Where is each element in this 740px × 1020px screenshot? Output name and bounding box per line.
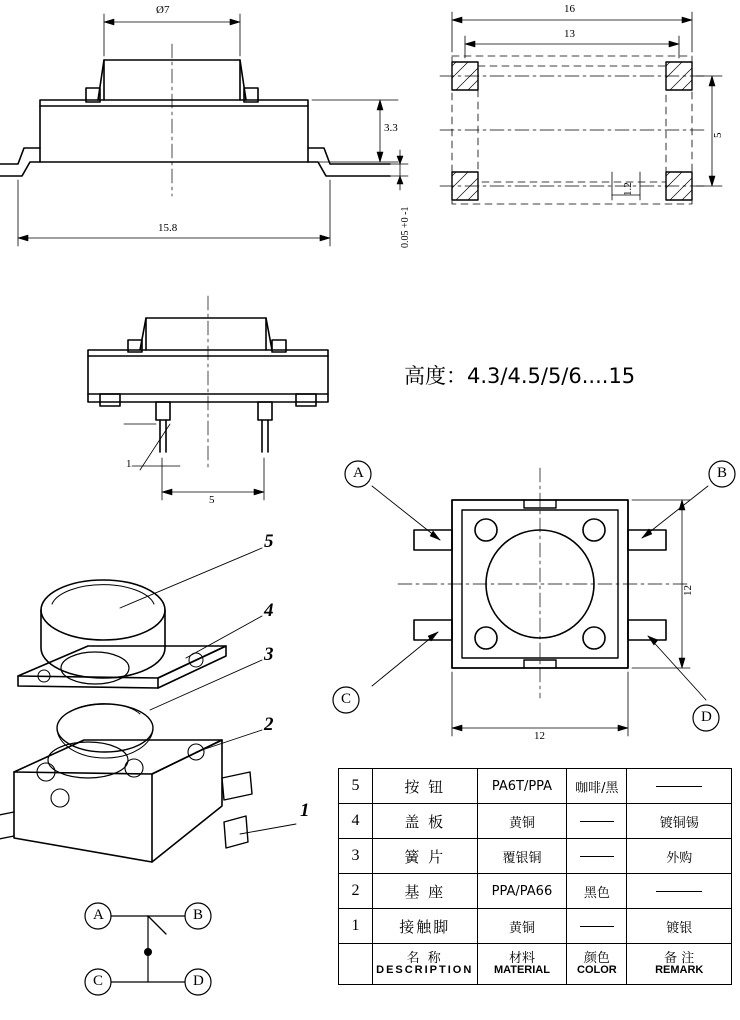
bom-color bbox=[567, 909, 627, 944]
dim-front-width: 15.8 bbox=[158, 222, 178, 234]
bom-index: 2 bbox=[339, 874, 373, 909]
bom-remark bbox=[627, 769, 732, 804]
bom-description: 簧 片 bbox=[372, 839, 477, 874]
bom-index: 1 bbox=[339, 909, 373, 944]
bom-index: 4 bbox=[339, 804, 373, 839]
item-number-4: 4 bbox=[264, 600, 274, 621]
callout-c: C bbox=[341, 691, 352, 707]
table-header-row bbox=[339, 944, 732, 985]
table-row bbox=[339, 769, 732, 804]
bom-description: 接触脚 bbox=[372, 909, 477, 944]
bom-color bbox=[567, 804, 627, 839]
callout-a: A bbox=[353, 465, 364, 481]
bom-material: 黄铜 bbox=[477, 909, 567, 944]
dim-tolerance: 0.05 +0 -1 bbox=[400, 206, 411, 248]
dim-plan-width: 12 bbox=[534, 730, 545, 742]
dim-plan-height: 12 bbox=[682, 585, 694, 596]
height-note: 高度：4.3/4.5/5/6....15 bbox=[404, 364, 636, 388]
bom-color: 咖啡/黑 bbox=[567, 769, 627, 804]
bom-color bbox=[567, 839, 627, 874]
terminal-d: D bbox=[193, 973, 204, 989]
bom-material: PPA/PA66 bbox=[477, 874, 567, 909]
bom-remark: 镀铜锡 bbox=[627, 804, 732, 839]
bom-remark: 外购 bbox=[627, 839, 732, 874]
terminal-b: B bbox=[193, 907, 204, 923]
dim-pad-inner-width: 13 bbox=[564, 28, 575, 40]
bom-remark bbox=[627, 874, 732, 909]
bom-description: 按 钮 bbox=[372, 769, 477, 804]
bom-color: 黑色 bbox=[567, 874, 627, 909]
table-row bbox=[339, 909, 732, 944]
dim-pin-pitch: 5 bbox=[209, 494, 215, 506]
bom-index: 3 bbox=[339, 839, 373, 874]
table-row bbox=[339, 874, 732, 909]
bom-description: 基 座 bbox=[372, 874, 477, 909]
callout-d: D bbox=[701, 709, 712, 725]
bom-header-material: 材料 MATERIAL bbox=[477, 944, 567, 985]
item-number-3: 3 bbox=[264, 644, 274, 665]
terminal-a: A bbox=[93, 907, 104, 923]
dim-pad-size: 1.2 bbox=[622, 182, 634, 196]
dim-button-diameter: Ø7 bbox=[156, 4, 170, 16]
dim-body-height: 3.3 bbox=[384, 122, 398, 134]
dim-pin-width: 1 bbox=[126, 458, 132, 470]
terminal-c: C bbox=[93, 973, 104, 989]
table-row bbox=[339, 839, 732, 874]
bom-material: 覆银铜 bbox=[477, 839, 567, 874]
bom-description: 盖 板 bbox=[372, 804, 477, 839]
item-number-1: 1 bbox=[300, 800, 310, 821]
bom-remark: 镀银 bbox=[627, 909, 732, 944]
dim-pad-height: 5 bbox=[712, 132, 724, 138]
bom-table bbox=[338, 768, 732, 985]
bom-material: PA6T/PPA bbox=[477, 769, 567, 804]
callout-b: B bbox=[717, 465, 728, 481]
bom-header-description: 名 称 DESCRIPTION bbox=[372, 944, 477, 985]
bom-header-index bbox=[339, 944, 373, 985]
bom-index: 5 bbox=[339, 769, 373, 804]
table-row bbox=[339, 804, 732, 839]
bom-header-color: 颜色 COLOR bbox=[567, 944, 627, 985]
bom-material: 黄铜 bbox=[477, 804, 567, 839]
dim-pad-outer-width: 16 bbox=[564, 3, 575, 15]
bom-header-remark: 备 注 REMARK bbox=[627, 944, 732, 985]
item-number-5: 5 bbox=[264, 531, 274, 552]
item-number-2: 2 bbox=[264, 714, 274, 735]
